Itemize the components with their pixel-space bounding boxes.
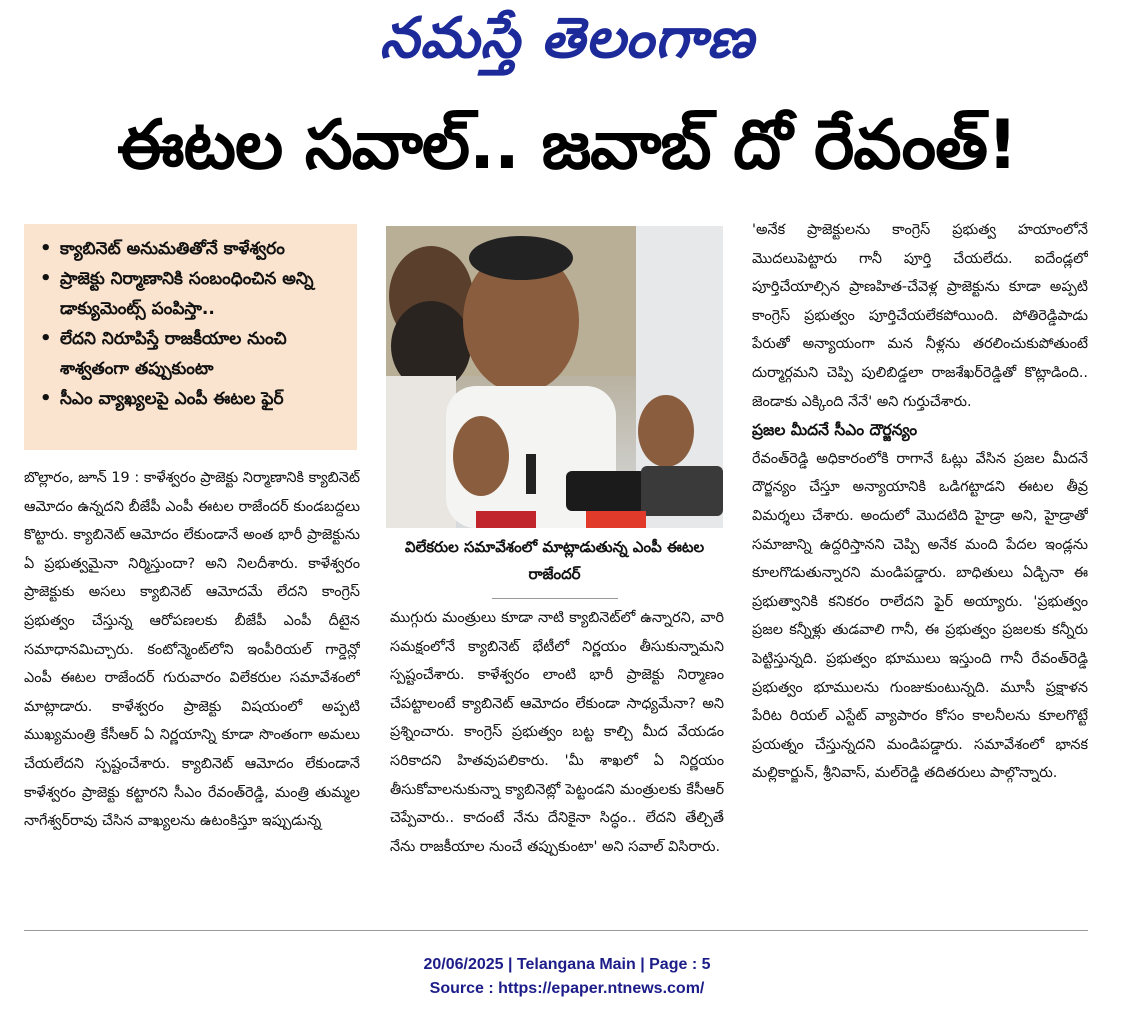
article-text: బొల్లారం, జూన్ 19 : కాళేశ్వరం ప్రాజెక్టు నిర్మాణానికి క్యాబినెట్ ఆమోదం ఉన్నదని బీజేపీ ఎంపీ ఈటల రాజేందర్ కుండబద్దలు కొట్టారు. క్యాబినెట్ ఆమోదం లేకుండానే అంత భారీ ప్రాజెక్టును ఏ ప్రభుత్వమైనా నిర్మిస్తుందా? అని నిలదీశారు. కాళేశ్వరం ప్రాజెక్టుకు అసలు క్యాబినెట్ ఆమోదమే లేదని కాంగ్రెస్ ప్రభుత్వం చేస్తున్న ఆరోపణలకు బీజేపీ ఎంపీ దీటైన సమాధానమిచ్చారు. కంటోన్మెంట్‌లోని ఇంపీరియల్ గార్డెన్లో ఎంపీ ఈటల రాజేందర్ గురువారం విలేకరుల సమావేశంలో మాట్లాడారు. కాళేశ్వరం ప్రాజెక్టు విషయంలో అప్పటి ముఖ్యమంత్రి కేసీఆర్ ఏ నిర్ణయాన్ని కూడా సొంతంగా అమలు చేయలేదని స్పష్టంచేశారు. క్యాబినెట్ ఆమోదం లేకుండానే కాళేశ్వరం ప్రాజెక్టు కట్టారని సీఎం రేవంత్‌రెడ్డి, మంత్రి తుమ్మల నాగేశ్వర్‌రావు చేసిన వాఖ్యలను ఉటంకిస్తూ ఇప్పుడున్న [24,470,360,830]
press-conference-illustration [386,226,723,528]
highlights-box [24,224,357,450]
highlight-item: • ప్రాజెక్టు నిర్మాణానికి సంబంధించిన అన్ని డాక్యుమెంట్స్ పంపిస్తా.. [38,264,349,324]
footer-date-page: 20/06/2025 | Telangana Main | Page : 5 [423,956,711,973]
article-text: ముగ్గురు మంత్రులు కూడా నాటి క్యాబినెట్‌లో ఉన్నారని, వారి సమక్షంలోనే క్యాబినెట్ భేటీలో నిర్ణయం తీసుకున్నామని స్పష్టంచేశారు. కాళేశ్వరం లాంటి భారీ ప్రాజెక్టు నిర్మాణం చేపట్టాలంటే క్యాబినెట్ ఆమోదం లేకుండా సాధ్యమేనా? అని ప్రశ్నించారు. కాంగ్రెస్ ప్రభుత్వం బట్ట కాల్చి మీద వేయడం సరికాదని హితవుపలికారు. 'మీ శాఖలో ఏ నిర్ణయం తీసుకోవాలనుకున్నా క్యాబినెట్లో పెట్టండని మంత్రులకు కేసీఆర్ చెప్పేవారు.. కాదంటే నేను దేనికైనా సిద్ధం.. లేదని తేల్చితే నేను రాజకీయాల నుంచే తప్పుకుంటా' అని సవాల్ విసిరారు. [390,610,724,855]
highlight-item: • సీఎం వ్యాఖ్యలపై ఎంపీ ఈటల ఫైర్ [38,384,349,414]
highlight-item: • క్యాబినెట్ అనుమతితోనే కాళేశ్వరం [38,234,349,264]
footer-rule [24,930,1088,931]
article-column-1 [24,464,360,916]
photo-caption: విలేకరుల సమావేశంలో మాట్లాడుతున్న ఎంపీ ఈటల రాజేందర్ [404,538,705,583]
masthead-logo: నమస్తే తెలంగాణ [379,5,755,71]
news-photo [386,226,723,528]
headline: ఈటల సవాల్.. జవాబ్ దో రేవంత్! [116,106,1018,185]
article-text: 'అనేక ప్రాజెక్టులను కాంగ్రెస్ ప్రభుత్వ హయాంలోనే మొదలుపెట్టారు గానీ పూర్తి చేయలేదు. ఐదేండ్లలో పూర్తిచేయాల్సిన ప్రాణహిత-చేవెళ్ల ప్రాజెక్టును కూడా అప్పటి కాంగ్రెస్ ప్రభుత్వం పూర్తిచేయలేకపోయింది. పోతిరెడ్డిపాడు పేరుతో అన్యాయంగా మన నీళ్లను తరలించుకుపోతుంటే దుర్మార్గమని చెప్పి పులిబిడ్డలా రాజశేఖర్‌రెడ్డితో కొట్లాడింది.. జెండాకు ఎక్కింది నేనే' అని గుర్తుచేశారు. [752,222,1088,410]
bullet-icon: • [40,328,52,349]
caption-divider [492,598,618,599]
bullet-icon: • [40,238,52,259]
article-text: రేవంత్‌రెడ్డి అధికారంలోకి రాగానే ఓట్లు వేసిన ప్రజల మీదనే దౌర్జన్యం చేస్తూ అన్యాయానికి ఒడిగట్టాడని ఈటల తీవ్ర విమర్శలు చేశారు. అందులో మొదటిది హైడ్రా అని, హైడ్రాతో సమాజాన్ని ఉద్దరిస్తానని చెప్పి అనేక మంది పేదల ఇండ్లను కూలగొడుతున్నారని మండిపడ్డారు. బాధితులు ఏడ్చినా ఈ ప్రభుత్వానికి కనికరం రాలేదని ఫైర్ అయ్యారు. 'ప్రభుత్వం ప్రజల కన్నీళ్లు తుడవాలి గానీ, ఈ ప్రభుత్వం ప్రజలకు కన్నీరు పెట్టిస్తున్నది. ప్రభుత్వం భూములు ఇస్తుంది గానీ రేవంత్‌రెడ్డి ప్రభుత్వం భూములను గుంజుకుంటున్నది. మూసీ ప్రక్షాళన పేరిట రియల్ ఎస్టేట్ వ్యాపారం కోసం కాలనీలను కూలగొట్టే ప్రయత్నం చేస్తున్నదని మండిపడ్డారు. సమావేశంలో భానక మల్లికార్జున్, శ్రీనివాస్, మల్‌రెడ్డి తదితరులు పాల్గొన్నారు. [752,450,1088,782]
section-subheading: ప్రజల మీదనే సీఎం దౌర్జన్యం [752,421,918,440]
bullet-icon: • [40,388,52,409]
article-column-3 [752,216,1088,916]
bullet-icon: • [40,268,52,289]
article-column-2 [390,604,724,916]
highlight-item: • లేదని నిరూపిస్తే రాజకీయాల నుంచి శాశ్వతంగా తప్పుకుంటా [38,324,349,384]
footer-source: Source : https://epaper.ntnews.com/ [429,980,705,997]
